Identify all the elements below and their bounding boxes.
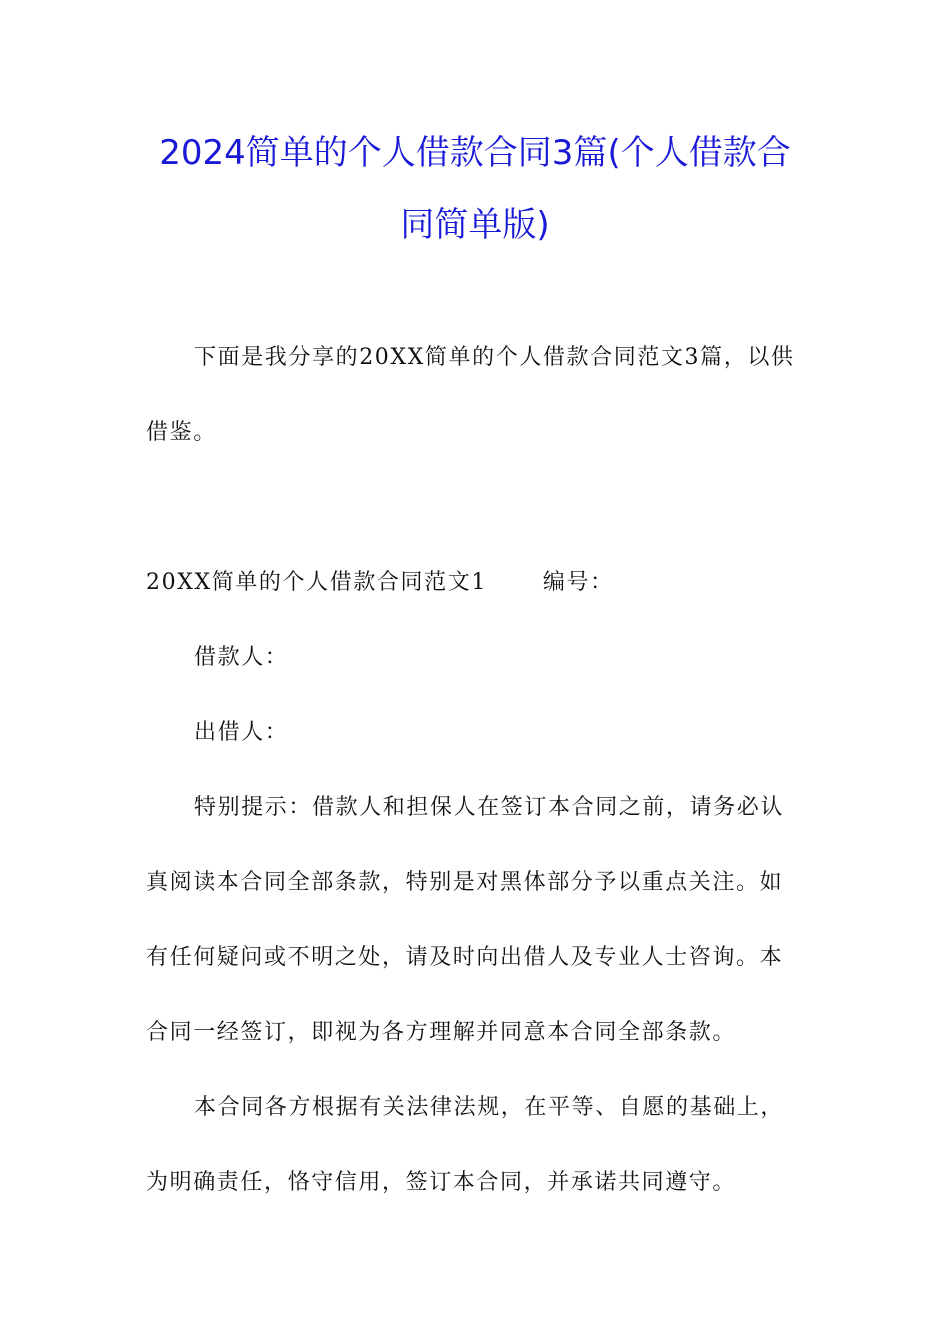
lender-label: 出借人： bbox=[194, 720, 289, 745]
section-heading: 20XX简单的个人借款合同范文1 bbox=[146, 570, 487, 595]
document-title-line-2: 同简单版) bbox=[400, 205, 550, 245]
notice-line-2: 真阅读本合同全部条款，特别是对黑体部分予以重点关注。如 bbox=[146, 870, 784, 895]
basis-line-1: 本合同各方根据有关法律法规，在平等、自愿的基础上， bbox=[194, 1095, 785, 1120]
notice-line-1: 特别提示：借款人和担保人在签订本合同之前，请务必认 bbox=[194, 795, 785, 820]
notice-line-4: 合同一经签订，即视为各方理解并同意本合同全部条款。 bbox=[146, 1020, 737, 1045]
section-heading-row bbox=[146, 568, 614, 598]
basis-line-2: 为明确责任，恪守信用，签订本合同，并承诺共同遵守。 bbox=[146, 1170, 737, 1195]
intro-line-1: 下面是我分享的20XX简单的个人借款合同范文3篇，以供 bbox=[194, 345, 795, 370]
borrower-label: 借款人： bbox=[194, 645, 289, 670]
intro-line-2: 借鉴。 bbox=[146, 420, 217, 445]
notice-line-3: 有任何疑问或不明之处，请及时向出借人及专业人士咨询。本 bbox=[146, 945, 784, 970]
document-title-line-1: 2024简单的个人借款合同3篇(个人借款合 bbox=[159, 133, 791, 173]
number-label: 编号： bbox=[542, 570, 614, 595]
